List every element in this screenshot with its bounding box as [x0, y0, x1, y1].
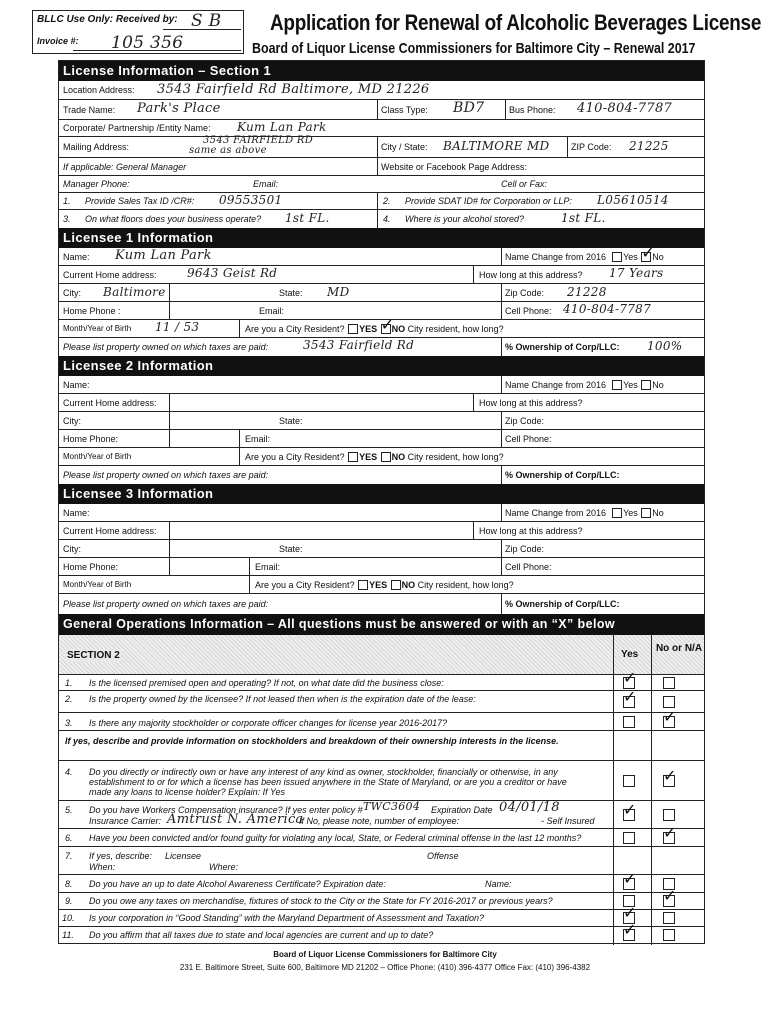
location-field[interactable]: 3543 Fairfield Rd Baltimore, MD 21226 [157, 82, 430, 97]
lic3-name-change-label: Name Change from 2016 [505, 507, 607, 518]
lic2-resident-no-checkbox[interactable] [381, 452, 391, 462]
check-mark-icon: ✓ [663, 886, 677, 905]
lic2-property-row [59, 466, 704, 484]
lic3-name-change-yes-checkbox[interactable] [612, 508, 622, 518]
section1-heading: License Information – Section 1 [59, 61, 704, 81]
lic1-property-field[interactable]: 3543 Fairfield Rd [303, 338, 415, 352]
mailing-field[interactable]: 3543 FAIRFIELD RD [203, 135, 314, 146]
general-manager-label: If applicable: General Manager [63, 161, 187, 172]
ops-q7-licensee-label: Licensee [165, 851, 202, 861]
ops-q5-carrier-label: Insurance Carrier: [89, 816, 162, 826]
alcohol-stored-label: Where is your alcohol stored? [405, 214, 525, 224]
sales-tax-label: Provide Sales Tax ID /CR#: [85, 196, 195, 206]
lic3-city-row [59, 540, 704, 558]
lic3-email-label: Email: [255, 561, 281, 572]
lic1-home-phone-label: Home Phone : [63, 305, 121, 316]
ops-q7-row: 7. If yes, describe: Licensee Offense When: Where: [59, 847, 704, 875]
ops-q6-row: 6. Have you been convicted and/or found guilty for violating any local, State, or Federal criminal offense in the last 12 months? ✓ [59, 829, 704, 847]
check-mark-icon: ✓ [641, 242, 655, 262]
trade-name-label: Trade Name: [63, 104, 116, 115]
ops-q4-no-checkbox[interactable] [663, 766, 677, 787]
ops-q6-no-checkbox[interactable] [663, 823, 677, 844]
ops-q5-text: Do you have Workers Compensation insurance? If yes enter policy # [89, 805, 363, 815]
lic2-email-label: Email: [245, 433, 271, 444]
ops-q3-yes-checkbox[interactable] [623, 716, 635, 728]
lic1-name-change-label: Name Change from 2016 [505, 251, 607, 262]
ops-q5-yes-checkbox[interactable] [623, 800, 637, 821]
lic1-ownership-label: % Ownership of Corp/LLC: [505, 342, 620, 352]
lic1-home-address-field[interactable]: 9643 Geist Rd [187, 266, 278, 280]
ops-q3-text: Is there any majority stockholder or corporate officer changes for license year 2016-2017? [89, 718, 448, 728]
ops-q2-yes-checkbox[interactable] [623, 687, 637, 708]
ops-q5-expiration-label: Expiration Date [431, 805, 493, 815]
lic2-no-label: No [652, 379, 664, 390]
ops-q3-note-row [59, 731, 704, 761]
corp-name-label: Corporate/ Partnership /Entity Name: [63, 123, 211, 133]
invoice-label: Invoice #: [37, 36, 79, 46]
check-mark-icon: ✓ [623, 869, 637, 888]
check-mark-icon: ✓ [623, 668, 637, 687]
ops-q3-row: 3. Is there any majority stockholder or corporate officer changes for license year 2016-2017? ✓ [59, 713, 704, 731]
ops-q3-no-checkbox[interactable] [663, 707, 677, 728]
website-label: Website or Facebook Page Address: [381, 161, 527, 172]
ops-q9-no-checkbox[interactable] [663, 886, 677, 907]
footer [0, 950, 770, 972]
lic2-address-row [59, 394, 704, 412]
lic3-resident-no-checkbox[interactable] [391, 580, 401, 590]
lic2-property-label: Please list property owned on which taxes are paid: [63, 470, 269, 480]
lic3-property-label: Please list property owned on which taxes are paid: [63, 599, 269, 609]
footer-address: 231 E. Baltimore Street, Suite 600, Baltimore MD 21202 – Office Phone: (410) 396-4377 Office Fax: (410) 396-4382 [179, 963, 591, 972]
lic1-resident-yes-checkbox[interactable] [348, 324, 358, 334]
lic1-property-row [59, 338, 704, 356]
ops-q10-row: 10. Is your corporation in “Good Standing” with the Maryland Department of Assessment and Taxation? ✓ [59, 910, 704, 927]
ops-q11-row: 11. Do you affirm that all taxes due to state and local agencies are current and up to date? ✓ [59, 927, 704, 944]
ops-q7-describe-label: If yes, describe: [89, 851, 153, 861]
ops-q3-note: If yes, describe and provide information on stockholders and breakdown of their ownership interests in the license. [65, 736, 559, 746]
section2-header [59, 635, 704, 675]
alcohol-stored-field[interactable]: 1st FL. [561, 211, 606, 225]
lic2-state-label: State: [279, 415, 303, 426]
lic3-birth-label: Month/Year of Birth [63, 580, 132, 589]
lic2-ownership-label: % Ownership of Corp/LLC: [505, 470, 620, 480]
q3-number: 3. [63, 214, 71, 224]
check-mark-icon: ✓ [380, 314, 395, 334]
lic3-resident-question: Are you a City Resident? [255, 579, 355, 590]
ops-q10-no-checkbox[interactable] [663, 912, 675, 924]
check-mark-icon: ✓ [663, 707, 677, 726]
manager-email-label: Email: [253, 179, 279, 189]
operations-heading: General Operations Information – All questions must be answered or with an “X” below [59, 614, 704, 635]
lic1-no-label: No [652, 251, 664, 262]
lic3-no-label: No [652, 507, 664, 518]
lic3-yes-label: Yes [623, 507, 638, 518]
ops-q5-no-checkbox[interactable] [663, 809, 675, 821]
city-state-field[interactable]: BALTIMORE MD [443, 139, 550, 153]
ops-q2-row: 2. Is the property owned by the licensee? If not leased then when is the expiration date of the lease: ✓ [59, 691, 704, 713]
lic2-city-label: City: [63, 415, 81, 426]
lic1-birth-label: Month/Year of Birth [63, 324, 132, 333]
sdat-label: Provide SDAT ID# for Corporation or LLP: [405, 196, 572, 206]
lic2-name-row [59, 376, 704, 394]
lic1-address-row [59, 266, 704, 284]
ops-q4-text-line3: made any loans to license holder? Explain: If Yes [89, 787, 285, 797]
lic1-name-change-yes-checkbox[interactable] [612, 252, 622, 262]
ops-q11-text: Do you affirm that all taxes due to state and local agencies are current and up to date? [89, 930, 434, 940]
lic3-cell-label: Cell Phone: [505, 561, 552, 572]
form-title: Application for Renewal of Alcoholic Beverages License [270, 10, 762, 35]
ops-q6-yes-checkbox[interactable] [623, 832, 635, 844]
lic1-resident-tail: City resident, how long? [407, 323, 504, 334]
licensee2-heading: Licensee 2 Information [59, 356, 704, 376]
lic3-phone-row [59, 558, 704, 576]
ops-q5-self-insured: - Self Insured [541, 816, 595, 826]
lic2-how-long-label: How long at this address? [479, 397, 583, 408]
lic1-ownership-field[interactable]: 100% [647, 339, 683, 353]
received-by-label: Received by: [115, 14, 178, 25]
mailing-field-line2[interactable]: same as above [189, 145, 267, 156]
sdat-field[interactable]: L05610514 [597, 193, 669, 207]
lic1-res-no-label: NO [391, 323, 406, 334]
ops-q9-row: 9. Do you owe any taxes on merchandise, fixtures of stock to the City or the State for FY 2016-2017 or previous years? ✓ [59, 893, 704, 910]
lic3-zip-label: Zip Code: [505, 543, 545, 554]
check-mark-icon: ✓ [623, 903, 637, 922]
lic3-name-row [59, 504, 704, 522]
lic1-res-yes-label: YES [359, 323, 378, 334]
lic3-res-no-label: NO [401, 579, 416, 590]
lic1-birth-field[interactable]: 11 / 53 [155, 320, 200, 334]
lic1-city-label: City: [63, 287, 81, 298]
lic2-home-phone-label: Home Phone: [63, 433, 119, 444]
mailing-label: Mailing Address: [63, 142, 130, 152]
lic3-address-row [59, 522, 704, 540]
lic1-state-label: State: [279, 287, 303, 298]
no-column-header: No or N/A [655, 643, 703, 654]
class-type-field[interactable]: BD7 [453, 100, 485, 116]
lic3-how-long-label: How long at this address? [479, 525, 583, 536]
lic1-how-long-label: How long at this address? [479, 269, 583, 280]
ops-q10-text: Is your corporation in “Good Standing” with the Maryland Department of Assessment and Taxation? [89, 913, 485, 923]
mailing-row [59, 137, 704, 158]
lic1-name-label: Name: [63, 251, 90, 262]
lic2-cell-label: Cell Phone: [505, 433, 552, 444]
lic2-phone-row [59, 430, 704, 448]
lic1-name-change-no-checkbox[interactable] [641, 242, 655, 262]
lic2-name-change-yes-checkbox[interactable] [612, 380, 622, 390]
ops-q5-row: 5. Do you have Workers Compensation insurance? If yes enter policy # TWC3604 Expiration Date 04/01/18 Insurance Carrier: Amtrust N. America If No, please note, number of employee: - Self Insured ✓ [59, 801, 704, 829]
lic2-res-no-label: NO [391, 451, 406, 462]
corp-row [59, 120, 704, 137]
lic2-resident-tail: City resident, how long? [407, 451, 504, 462]
lic1-birth-row [59, 314, 704, 338]
ops-q1-row: 1. Is the licensed premised open and operating? If not, on what date did the business close: ✓ [59, 675, 704, 691]
ops-q11-no-checkbox[interactable] [663, 929, 675, 941]
ops-q5-expiration-field[interactable]: 04/01/18 [499, 800, 560, 815]
trade-name-field[interactable]: Park's Place [137, 101, 221, 116]
ops-q5-policy-field[interactable]: TWC3604 [363, 800, 421, 813]
lic3-property-row [59, 594, 704, 614]
office-use-label: BLLC Use Only: [37, 14, 114, 25]
office-use-box [32, 10, 244, 54]
lic1-city-field[interactable]: Baltimore [103, 285, 166, 299]
lic3-name-label: Name: [63, 507, 90, 518]
ops-q1-no-checkbox[interactable] [663, 677, 675, 689]
lic1-resident-question: Are you a City Resident? [245, 323, 345, 334]
cell-fax-label: Cell or Fax: [501, 179, 548, 189]
bus-phone-label: Bus Phone: [509, 104, 556, 115]
location-row [59, 81, 704, 100]
lic2-birth-row [59, 448, 704, 466]
lic2-resident-question: Are you a City Resident? [245, 451, 345, 462]
application-form [58, 60, 705, 944]
received-by-value[interactable]: S B [191, 11, 222, 31]
footer-org: Board of Liquor License Commissioners for Baltimore City [273, 950, 497, 959]
q4-number: 4. [383, 214, 391, 224]
lic2-res-yes-label: YES [359, 451, 378, 462]
location-label: Location Address: [63, 85, 135, 95]
invoice-value[interactable]: 105 356 [111, 33, 184, 53]
city-state-label: City / State: [381, 142, 428, 152]
lic1-property-label: Please list property owned on which taxes are paid: [63, 342, 269, 352]
lic2-home-address-label: Current Home address: [63, 397, 157, 408]
section2-label: SECTION 2 [67, 650, 120, 661]
lic3-city-label: City: [63, 543, 81, 554]
ops-q11-yes-checkbox[interactable] [623, 920, 637, 941]
lic3-resident-yes-checkbox[interactable] [358, 580, 368, 590]
lic3-resident-tail: City resident, how long? [417, 579, 514, 590]
ops-q5-carrier-field[interactable]: Amtrust N. America [167, 812, 304, 827]
lic2-birth-label: Month/Year of Birth [63, 452, 132, 461]
ops-q7-offense-label: Offense [427, 851, 459, 861]
bus-phone-field[interactable]: 410-804-7787 [577, 101, 673, 116]
form-subtitle: Board of Liquor License Commissioners for Baltimore City – Renewal 2017 [252, 40, 696, 57]
lic1-name-row [59, 242, 704, 266]
licensee1-heading: Licensee 1 Information [59, 228, 704, 248]
check-mark-icon: ✓ [623, 920, 637, 939]
lic1-yes-label: Yes [623, 251, 638, 262]
ops-q7-where-label: Where: [209, 862, 239, 872]
ops-q5-no-note: If No, please note, number of employee: [299, 816, 460, 826]
ops-q7-when-label: When: [89, 862, 116, 872]
lic1-cell-label: Cell Phone: [505, 305, 552, 316]
lic2-yes-label: Yes [623, 379, 638, 390]
lic1-name-field[interactable]: Kum Lan Park [115, 248, 212, 263]
lic1-state-field[interactable]: MD [327, 285, 350, 299]
lic3-ownership-label: % Ownership of Corp/LLC: [505, 599, 620, 609]
lic2-name-label: Name: [63, 379, 90, 390]
lic2-city-row [59, 412, 704, 430]
floors-label: On what floors does your business operate? [85, 214, 262, 224]
lic1-zip-field[interactable]: 21228 [567, 285, 607, 299]
ops-q2-text: Is the property owned by the licensee? If not leased then when is the expiration date of the lease: [89, 694, 476, 704]
lic1-resident-no-checkbox[interactable] [380, 314, 395, 334]
ops-q4-yes-checkbox[interactable] [623, 775, 635, 787]
ops-q8-name-label: Name: [485, 879, 512, 889]
zip-field[interactable]: 21225 [629, 139, 669, 153]
zip-label: ZIP Code: [571, 142, 612, 152]
lic3-birth-row [59, 576, 704, 594]
lic2-zip-label: Zip Code: [505, 415, 545, 426]
lic1-city-row [59, 284, 704, 302]
ops-q1-text: Is the licensed premised open and operating? If not, on what date did the business close: [89, 678, 444, 688]
ops-q8-row: 8. Do you have an up to date Alcohol Awareness Certificate? Expiration date: Name: ✓ [59, 875, 704, 893]
floors-row [59, 210, 704, 228]
class-type-label: Class Type: [381, 104, 428, 115]
ops-q4-text-line1: Do you directly or indirectly own or have any interest of any kind as owner, stockholder, financially or otherwise, in any [89, 767, 558, 777]
q2-number: 2. [383, 196, 391, 206]
ops-q9-text: Do you owe any taxes on merchandise, fixtures of stock to the City or the State for FY 2016-2017 or previous years? [89, 896, 553, 906]
q1-number: 1. [63, 196, 71, 206]
tax-id-row [59, 193, 704, 210]
floors-field[interactable]: 1st FL. [285, 211, 330, 225]
lic3-res-yes-label: YES [369, 579, 388, 590]
corp-name-field[interactable]: Kum Lan Park [237, 120, 327, 134]
sales-tax-field[interactable]: 09553501 [219, 193, 283, 207]
check-mark-icon: ✓ [623, 800, 637, 819]
check-mark-icon: ✓ [663, 823, 677, 842]
ops-q4-row: 4. Do you directly or indirectly own or have any interest of any kind as owner, stockholder, financially or otherwise, in any establishment to or for which a license has been issued anywhere in the State of Maryland, or are you a creditor or have made any loans to license holder? Explain: If Yes ✓ [59, 761, 704, 801]
ops-q8-text: Do you have an up to date Alcohol Awareness Certificate? Expiration date: [89, 879, 386, 889]
lic3-name-change-no-checkbox[interactable] [641, 508, 651, 518]
gm-row [59, 158, 704, 176]
ops-q8-yes-checkbox[interactable] [623, 869, 637, 890]
lic3-home-address-label: Current Home address: [63, 525, 157, 536]
lic1-home-address-label: Current Home address: [63, 269, 157, 280]
lic2-resident-yes-checkbox[interactable] [348, 452, 358, 462]
lic2-name-change-no-checkbox[interactable] [641, 380, 651, 390]
lic1-email-label: Email: [259, 305, 285, 316]
mgr-phone-row [59, 176, 704, 193]
ops-q6-text: Have you been convicted and/or found guilty for violating any local, State, or Federal criminal offense in the last 12 months? [89, 833, 582, 843]
licensee3-heading: Licensee 3 Information [59, 484, 704, 504]
lic3-state-label: State: [279, 543, 303, 554]
manager-phone-label: Manager Phone: [63, 179, 130, 189]
check-mark-icon: ✓ [623, 687, 637, 706]
lic1-how-long-field[interactable]: 17 Years [609, 266, 664, 280]
lic3-home-phone-label: Home Phone: [63, 561, 119, 572]
check-mark-icon: ✓ [663, 766, 677, 785]
lic1-zip-label: Zip Code: [505, 287, 545, 298]
lic2-name-change-label: Name Change from 2016 [505, 379, 607, 390]
ops-q4-text-line2: establishment to or for which a license has been issued anywhere in the State of Maryland, or are you a creditor or have [89, 777, 567, 787]
yes-column-header: Yes [621, 649, 639, 660]
lic1-cell-field[interactable]: 410-804-7787 [563, 302, 652, 316]
trade-row [59, 100, 704, 120]
